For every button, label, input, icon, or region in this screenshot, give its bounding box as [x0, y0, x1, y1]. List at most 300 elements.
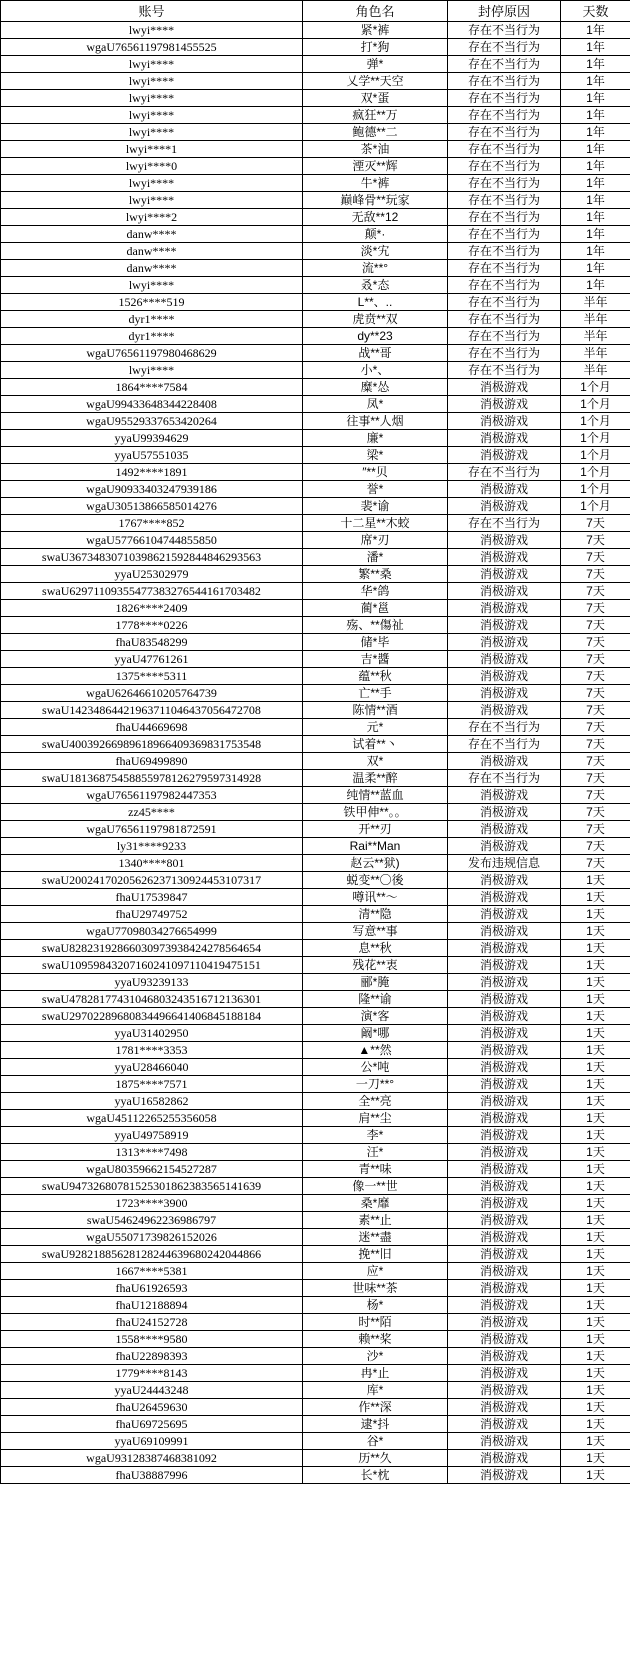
cell-role: 梁* [303, 447, 448, 464]
cell-days: 1天 [561, 991, 630, 1008]
cell-role: 世味**茶 [303, 1280, 448, 1297]
cell-account: yyaU28466040 [1, 1059, 303, 1076]
table-row [1, 549, 630, 566]
cell-days: 1年 [561, 277, 630, 294]
table-row [1, 1433, 630, 1450]
cell-role: 演*客 [303, 1008, 448, 1025]
table-row [1, 1314, 630, 1331]
cell-reason: 存在不当行为 [448, 209, 561, 226]
table-row [1, 362, 630, 379]
table-row [1, 957, 630, 974]
cell-reason: 消极游戏 [448, 1161, 561, 1178]
table-row [1, 1042, 630, 1059]
table-row [1, 260, 630, 277]
cell-reason: 消极游戏 [448, 753, 561, 770]
cell-reason: 消极游戏 [448, 447, 561, 464]
table-row [1, 1178, 630, 1195]
cell-account: lwyi****0 [1, 158, 303, 175]
cell-account: yyaU69109991 [1, 1433, 303, 1450]
cell-role: 青**味 [303, 1161, 448, 1178]
cell-account: wgaU45112265255356058 [1, 1110, 303, 1127]
cell-days: 1天 [561, 1110, 630, 1127]
table-row [1, 311, 630, 328]
table-row [1, 56, 630, 73]
cell-account: lwyi**** [1, 362, 303, 379]
cell-account: wgaU90933403247939186 [1, 481, 303, 498]
cell-account: lwyi**** [1, 277, 303, 294]
cell-days: 1天 [561, 1246, 630, 1263]
cell-days: 1年 [561, 124, 630, 141]
cell-days: 1天 [561, 1263, 630, 1280]
table-row [1, 175, 630, 192]
cell-days: 1天 [561, 1093, 630, 1110]
cell-reason: 存在不当行为 [448, 141, 561, 158]
table-row [1, 736, 630, 753]
cell-days: 1天 [561, 1127, 630, 1144]
cell-role: 双* [303, 753, 448, 770]
cell-reason: 存在不当行为 [448, 464, 561, 481]
cell-role: 蔺*邕 [303, 600, 448, 617]
cell-role: 沙* [303, 1348, 448, 1365]
cell-days: 1年 [561, 107, 630, 124]
cell-days: 7天 [561, 583, 630, 600]
cell-role: 公*吨 [303, 1059, 448, 1076]
cell-days: 7天 [561, 600, 630, 617]
table-row [1, 345, 630, 362]
table-row [1, 821, 630, 838]
cell-role: 库* [303, 1382, 448, 1399]
cell-days: 1个月 [561, 447, 630, 464]
cell-account: fhaU29749752 [1, 906, 303, 923]
cell-role: 像一**世 [303, 1178, 448, 1195]
cell-reason: 消极游戏 [448, 1297, 561, 1314]
table-row [1, 923, 630, 940]
cell-account: 1778****0226 [1, 617, 303, 634]
cell-reason: 消极游戏 [448, 1365, 561, 1382]
table-row [1, 1076, 630, 1093]
table-row [1, 991, 630, 1008]
cell-account: lwyi**** [1, 175, 303, 192]
cell-days: 7天 [561, 532, 630, 549]
cell-account: 1340****801 [1, 855, 303, 872]
cell-account: swaU10959843207160241097110419475151 [1, 957, 303, 974]
cell-account: fhaU38887996 [1, 1467, 303, 1484]
cell-role: 潘* [303, 549, 448, 566]
table-row [1, 1399, 630, 1416]
table-row [1, 787, 630, 804]
column-header-account: 账号 [1, 1, 303, 22]
table-row [1, 1059, 630, 1076]
table-row [1, 702, 630, 719]
cell-days: 1个月 [561, 396, 630, 413]
cell-reason: 存在不当行为 [448, 107, 561, 124]
cell-reason: 存在不当行为 [448, 345, 561, 362]
cell-days: 7天 [561, 549, 630, 566]
table-row [1, 481, 630, 498]
cell-reason: 存在不当行为 [448, 515, 561, 532]
cell-reason: 存在不当行为 [448, 736, 561, 753]
cell-role: 噂讯**～ [303, 889, 448, 906]
cell-days: 7天 [561, 668, 630, 685]
cell-days: 7天 [561, 634, 630, 651]
cell-role: 素**止 [303, 1212, 448, 1229]
cell-reason: 存在不当行为 [448, 260, 561, 277]
cell-role: ″**贝 [303, 464, 448, 481]
cell-account: swaU20024170205626237130924453107317 [1, 872, 303, 889]
cell-account: dyr1**** [1, 328, 303, 345]
table-row [1, 1025, 630, 1042]
table-row [1, 804, 630, 821]
cell-reason: 存在不当行为 [448, 226, 561, 243]
table-row [1, 1229, 630, 1246]
cell-role: 裴*谕 [303, 498, 448, 515]
cell-days: 1天 [561, 1178, 630, 1195]
table-row [1, 583, 630, 600]
table-row [1, 1110, 630, 1127]
cell-reason: 消极游戏 [448, 1467, 561, 1484]
cell-role: 写意**事 [303, 923, 448, 940]
cell-role: 誉* [303, 481, 448, 498]
cell-reason: 存在不当行为 [448, 124, 561, 141]
cell-role: 时**陌 [303, 1314, 448, 1331]
cell-days: 1年 [561, 209, 630, 226]
cell-account: wgaU77098034276654999 [1, 923, 303, 940]
table-row [1, 889, 630, 906]
cell-role: 小*、 [303, 362, 448, 379]
cell-account: lwyi**** [1, 73, 303, 90]
cell-account: 1723****3900 [1, 1195, 303, 1212]
cell-account: fhaU61926593 [1, 1280, 303, 1297]
cell-role: 陈情**酒 [303, 702, 448, 719]
table-row [1, 940, 630, 957]
cell-days: 1年 [561, 260, 630, 277]
table-row [1, 532, 630, 549]
cell-role: ▲**然 [303, 1042, 448, 1059]
cell-role: 繁**桑 [303, 566, 448, 583]
cell-role: 廉* [303, 430, 448, 447]
cell-role: dy**23 [303, 328, 448, 345]
cell-role: 历**久 [303, 1450, 448, 1467]
cell-reason: 消极游戏 [448, 1263, 561, 1280]
cell-reason: 消极游戏 [448, 1416, 561, 1433]
cell-role: 储*毕 [303, 634, 448, 651]
cell-days: 1天 [561, 1365, 630, 1382]
cell-role: 疯狂**万 [303, 107, 448, 124]
table-row [1, 226, 630, 243]
cell-account: swaU82823192866030973938424278564654 [1, 940, 303, 957]
cell-reason: 消极游戏 [448, 957, 561, 974]
cell-days: 1天 [561, 1059, 630, 1076]
cell-role: 乂学**天空 [303, 73, 448, 90]
cell-account: wgaU99433648344228408 [1, 396, 303, 413]
cell-reason: 消极游戏 [448, 838, 561, 855]
cell-role: 凤* [303, 396, 448, 413]
cell-role: 杨* [303, 1297, 448, 1314]
cell-role: 试着**丶 [303, 736, 448, 753]
cell-reason: 消极游戏 [448, 396, 561, 413]
cell-reason: 消极游戏 [448, 1246, 561, 1263]
cell-account: wgaU76561197982447353 [1, 787, 303, 804]
cell-role: 挽**旧 [303, 1246, 448, 1263]
column-header-days: 天数 [561, 1, 630, 22]
cell-account: wgaU30513866585014276 [1, 498, 303, 515]
cell-role: 逮*抖 [303, 1416, 448, 1433]
cell-reason: 消极游戏 [448, 413, 561, 430]
cell-account: swaU47828177431046803243516712136301 [1, 991, 303, 1008]
table-row [1, 566, 630, 583]
cell-account: lwyi**** [1, 90, 303, 107]
cell-account: lwyi**** [1, 107, 303, 124]
cell-days: 1天 [561, 974, 630, 991]
cell-account: fhaU24152728 [1, 1314, 303, 1331]
cell-reason: 消极游戏 [448, 634, 561, 651]
cell-account: fhaU26459630 [1, 1399, 303, 1416]
cell-days: 1天 [561, 1467, 630, 1484]
cell-account: lwyi**** [1, 22, 303, 39]
cell-days: 7天 [561, 736, 630, 753]
cell-account: 1558****9580 [1, 1331, 303, 1348]
table-row [1, 243, 630, 260]
cell-role: 虎贲**双 [303, 311, 448, 328]
cell-days: 1个月 [561, 430, 630, 447]
cell-role: 紧*裤 [303, 22, 448, 39]
table-row [1, 141, 630, 158]
cell-role: 李* [303, 1127, 448, 1144]
cell-reason: 存在不当行为 [448, 719, 561, 736]
cell-reason: 消极游戏 [448, 1093, 561, 1110]
cell-days: 半年 [561, 345, 630, 362]
cell-role: 一刀**° [303, 1076, 448, 1093]
cell-days: 半年 [561, 294, 630, 311]
cell-account: swaU92821885628128244639680242044866 [1, 1246, 303, 1263]
cell-reason: 存在不当行为 [448, 192, 561, 209]
cell-days: 7天 [561, 515, 630, 532]
cell-days: 7天 [561, 838, 630, 855]
cell-account: 1526****519 [1, 294, 303, 311]
cell-days: 1年 [561, 141, 630, 158]
cell-reason: 消极游戏 [448, 872, 561, 889]
cell-role: 铁甲伸**。。 [303, 804, 448, 821]
table-row [1, 464, 630, 481]
cell-account: lwyi****1 [1, 141, 303, 158]
cell-role: 桑*靡 [303, 1195, 448, 1212]
cell-days: 7天 [561, 719, 630, 736]
cell-account: 1375****5311 [1, 668, 303, 685]
cell-role: 谷* [303, 1433, 448, 1450]
cell-days: 1天 [561, 1042, 630, 1059]
cell-reason: 消极游戏 [448, 668, 561, 685]
column-header-role: 角色名 [303, 1, 448, 22]
cell-reason: 消极游戏 [448, 1433, 561, 1450]
cell-reason: 消极游戏 [448, 583, 561, 600]
cell-days: 1个月 [561, 498, 630, 515]
table-row [1, 1212, 630, 1229]
cell-days: 1天 [561, 872, 630, 889]
cell-days: 1天 [561, 1076, 630, 1093]
table-row [1, 617, 630, 634]
table-row [1, 651, 630, 668]
cell-account: swaU40039266989618966409369831753548 [1, 736, 303, 753]
table-row [1, 872, 630, 889]
table-row [1, 447, 630, 464]
cell-reason: 存在不当行为 [448, 770, 561, 787]
cell-reason: 消极游戏 [448, 1229, 561, 1246]
cell-reason: 消极游戏 [448, 1450, 561, 1467]
cell-account: 1864****7584 [1, 379, 303, 396]
cell-days: 1天 [561, 1433, 630, 1450]
cell-reason: 消极游戏 [448, 923, 561, 940]
cell-account: wgaU76561197981455525 [1, 39, 303, 56]
cell-reason: 消极游戏 [448, 1042, 561, 1059]
cell-reason: 消极游戏 [448, 1127, 561, 1144]
cell-account: 1767****852 [1, 515, 303, 532]
cell-reason: 消极游戏 [448, 940, 561, 957]
cell-reason: 消极游戏 [448, 651, 561, 668]
cell-reason: 消极游戏 [448, 566, 561, 583]
cell-reason: 消极游戏 [448, 787, 561, 804]
cell-role: 蜕变**〇後 [303, 872, 448, 889]
cell-reason: 消极游戏 [448, 532, 561, 549]
cell-account: 1492****1891 [1, 464, 303, 481]
cell-account: 1313****7498 [1, 1144, 303, 1161]
table-row [1, 906, 630, 923]
table-row [1, 379, 630, 396]
table-row [1, 209, 630, 226]
cell-account: danw**** [1, 260, 303, 277]
cell-days: 7天 [561, 821, 630, 838]
cell-account: yyaU49758919 [1, 1127, 303, 1144]
cell-role: 汪* [303, 1144, 448, 1161]
cell-reason: 消极游戏 [448, 821, 561, 838]
cell-account: fhaU83548299 [1, 634, 303, 651]
cell-days: 1年 [561, 73, 630, 90]
cell-days: 1天 [561, 940, 630, 957]
cell-role: 赖**桨 [303, 1331, 448, 1348]
table-row [1, 1331, 630, 1348]
cell-role: 流**° [303, 260, 448, 277]
cell-days: 7天 [561, 753, 630, 770]
cell-days: 1天 [561, 1025, 630, 1042]
cell-account: swaU36734830710398621592844846293563 [1, 549, 303, 566]
cell-reason: 消极游戏 [448, 481, 561, 498]
cell-account: wgaU93128387468381092 [1, 1450, 303, 1467]
cell-days: 1天 [561, 957, 630, 974]
cell-reason: 存在不当行为 [448, 22, 561, 39]
table-row [1, 1093, 630, 1110]
cell-days: 1天 [561, 1195, 630, 1212]
cell-reason: 消极游戏 [448, 1382, 561, 1399]
cell-days: 1天 [561, 1348, 630, 1365]
cell-days: 1天 [561, 1212, 630, 1229]
cell-reason: 消极游戏 [448, 991, 561, 1008]
column-header-reason: 封停原因 [448, 1, 561, 22]
cell-reason: 消极游戏 [448, 1110, 561, 1127]
cell-days: 1年 [561, 90, 630, 107]
table-row [1, 685, 630, 702]
cell-reason: 发布违规信息 [448, 855, 561, 872]
cell-reason: 存在不当行为 [448, 328, 561, 345]
cell-role: 糜*怂 [303, 379, 448, 396]
cell-days: 1天 [561, 906, 630, 923]
table-row [1, 294, 630, 311]
cell-role: 长*枕 [303, 1467, 448, 1484]
cell-reason: 存在不当行为 [448, 73, 561, 90]
table-row [1, 413, 630, 430]
cell-reason: 消极游戏 [448, 430, 561, 447]
cell-account: fhaU12188894 [1, 1297, 303, 1314]
cell-days: 1天 [561, 1382, 630, 1399]
table-row [1, 1127, 630, 1144]
cell-account: 1779****8143 [1, 1365, 303, 1382]
table-row [1, 1348, 630, 1365]
cell-role: 颠*· [303, 226, 448, 243]
cell-days: 半年 [561, 362, 630, 379]
cell-account: lwyi**** [1, 56, 303, 73]
table-row [1, 1297, 630, 1314]
table-row [1, 668, 630, 685]
table-row [1, 1008, 630, 1025]
cell-role: 十二星**木蛟 [303, 515, 448, 532]
cell-role: 吉*醬 [303, 651, 448, 668]
cell-reason: 存在不当行为 [448, 56, 561, 73]
cell-reason: 存在不当行为 [448, 158, 561, 175]
cell-account: 1875****7571 [1, 1076, 303, 1093]
cell-days: 1个月 [561, 481, 630, 498]
cell-role: 开**刃 [303, 821, 448, 838]
cell-account: wgaU80359662154527287 [1, 1161, 303, 1178]
table-row [1, 1450, 630, 1467]
cell-days: 1天 [561, 1399, 630, 1416]
cell-days: 1天 [561, 1297, 630, 1314]
cell-account: wgaU76561197980468629 [1, 345, 303, 362]
cell-reason: 存在不当行为 [448, 243, 561, 260]
cell-role: 双*蛋 [303, 90, 448, 107]
cell-role: 郦*腌 [303, 974, 448, 991]
cell-reason: 消极游戏 [448, 889, 561, 906]
cell-reason: 存在不当行为 [448, 362, 561, 379]
cell-reason: 消极游戏 [448, 1399, 561, 1416]
cell-days: 1天 [561, 1314, 630, 1331]
table-row [1, 192, 630, 209]
cell-days: 1年 [561, 22, 630, 39]
cell-role: 茶*油 [303, 141, 448, 158]
cell-reason: 消极游戏 [448, 1059, 561, 1076]
cell-days: 1天 [561, 923, 630, 940]
cell-account: wgaU62646610205764739 [1, 685, 303, 702]
cell-reason: 存在不当行为 [448, 311, 561, 328]
cell-days: 1天 [561, 1161, 630, 1178]
cell-reason: 消极游戏 [448, 1076, 561, 1093]
cell-reason: 消极游戏 [448, 1144, 561, 1161]
cell-days: 1天 [561, 1416, 630, 1433]
cell-reason: 存在不当行为 [448, 39, 561, 56]
cell-account: wgaU57766104744855850 [1, 532, 303, 549]
cell-days: 1年 [561, 243, 630, 260]
cell-days: 1天 [561, 1331, 630, 1348]
cell-days: 半年 [561, 328, 630, 345]
cell-reason: 消极游戏 [448, 702, 561, 719]
cell-days: 1年 [561, 175, 630, 192]
table-row [1, 1246, 630, 1263]
cell-days: 1天 [561, 889, 630, 906]
cell-account: fhaU17539847 [1, 889, 303, 906]
cell-role: 温柔**醉 [303, 770, 448, 787]
cell-role: 隆**谕 [303, 991, 448, 1008]
cell-role: 亡**手 [303, 685, 448, 702]
cell-reason: 消极游戏 [448, 974, 561, 991]
cell-role: 残花**衷 [303, 957, 448, 974]
table-row [1, 1280, 630, 1297]
